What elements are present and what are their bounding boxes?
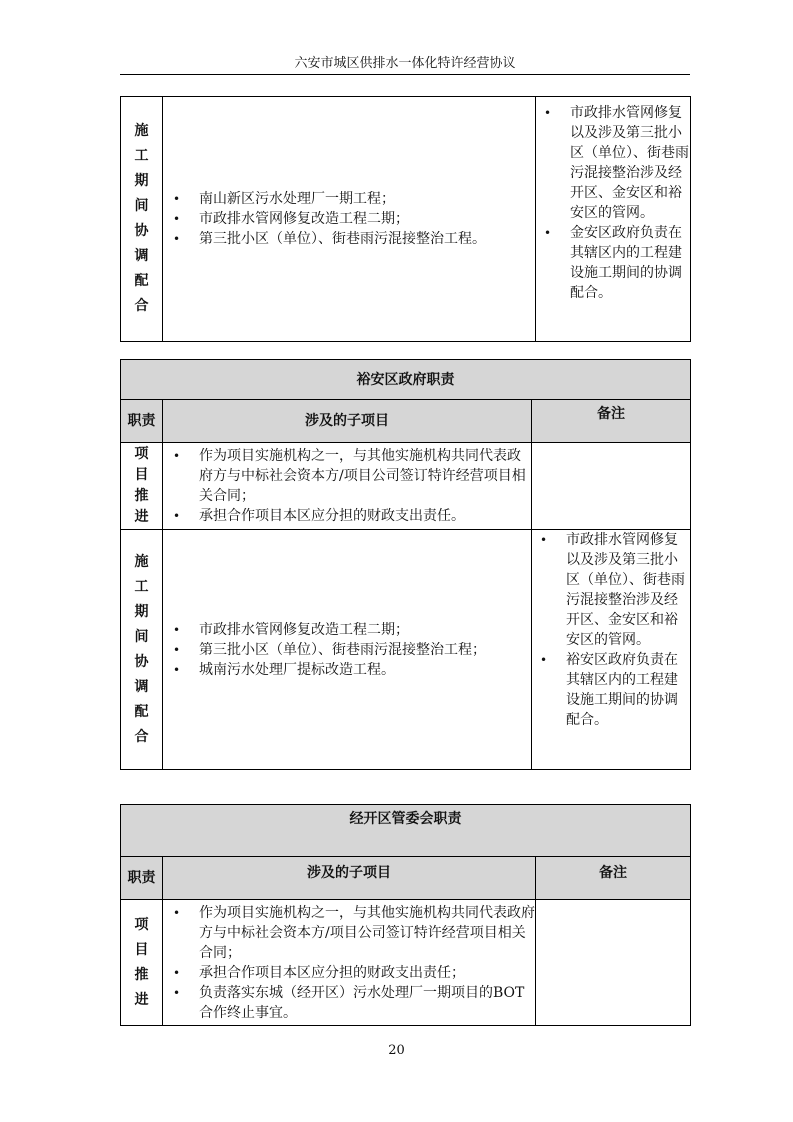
label-char: 调 [134,248,149,264]
list-item: • 南山新区污水处理厂一期工程； [163,189,535,209]
notes-cell [536,900,691,1026]
notes-cell [532,530,691,770]
list-item: • 作为项目实施机构之一，与其他实施机构共同代表政府方与中标社会资本方/项目公司签订特许经营项目相关合同； [163,446,531,506]
header-divider [120,74,690,75]
page-number: 20 [388,1043,405,1058]
column-header-notes: 备注 [536,857,691,900]
items-cell [163,530,532,770]
items-list [163,189,535,249]
label-char: 目 [134,941,149,958]
label-char: 施 [134,553,149,570]
economic-development-zone-table [120,804,691,1026]
label-char: 期 [134,173,149,189]
row-label-project-promotion [121,443,163,530]
label-char: 调 [134,678,149,695]
column-header-items: 涉及的子项目 [163,400,532,443]
items-cell [163,443,532,530]
items-list [163,620,531,680]
items-cell [163,900,536,1026]
list-item: • 第三批小区（单位）、街巷雨污混接整治工程； [163,640,531,660]
row-label-construction-coordination [121,97,163,342]
list-item: • 第三批小区（单位）、街巷雨污混接整治工程。 [163,229,535,249]
notes-cell [536,97,691,342]
row-label-project-promotion [121,900,163,1026]
column-header-role: 职责 [121,400,163,443]
label-char: 期 [134,603,149,620]
label-char: 配 [134,703,149,720]
label-char: 工 [134,148,149,164]
list-item: • 市政排水管网修复改造工程二期； [163,620,531,640]
list-item: • 市政排水管网修复改造工程二期； [163,209,535,229]
column-header-role: 职责 [121,857,163,900]
label-char: 推 [134,966,149,983]
row-label-construction-coordination [121,530,163,770]
column-header-items: 涉及的子项目 [163,857,536,900]
note-item: • 金安区政府负责在其辖区内的工程建设施工期间的协调配合。 [536,223,690,303]
list-item: • 作为项目实施机构之一，与其他实施机构共同代表政府方与中标社会资本方/项目公司签订特许经营项目相关合同； [163,903,535,963]
list-item: • 承担合作项目本区应分担的财政支出责任。 [163,506,531,526]
table-title: 经开区管委会职责 [121,805,691,857]
table-title: 裕安区政府职责 [121,360,691,400]
label-char: 项 [134,916,149,933]
jinan-continuation-table [120,96,691,342]
label-char: 间 [134,628,149,645]
label-char: 协 [134,653,149,670]
note-item: • 市政排水管网修复以及涉及第三批小区（单位）、街巷雨污混接整治涉及经开区、金安区和裕安区的管网。 [532,530,690,650]
label-char: 目 [134,467,149,483]
column-header-notes: 备注 [532,400,691,443]
label-char: 合 [134,728,149,745]
note-item: • 裕安区政府负责在其辖区内的工程建设施工期间的协调配合。 [532,650,690,730]
label-char: 施 [134,123,149,139]
label-char: 进 [134,509,149,525]
items-list [163,903,535,1023]
label-char: 进 [134,991,149,1008]
page-header: 六安市城区供排水一体化特许经营协议 [294,56,516,71]
label-char: 间 [134,198,149,214]
label-char: 合 [134,298,149,314]
notes-list [532,530,690,730]
yuan-district-table [120,359,691,770]
label-char: 推 [134,488,149,504]
list-item: • 城南污水处理厂提标改造工程。 [163,660,531,680]
label-char: 项 [134,446,149,462]
items-list [163,446,531,526]
label-char: 协 [134,223,149,239]
label-char: 配 [134,273,149,289]
notes-list [536,103,690,303]
notes-cell [532,443,691,530]
list-item: • 负责落实东城（经开区）污水处理厂一期项目的BOT合作终止事宜。 [163,983,535,1023]
items-cell [163,97,536,342]
list-item: • 承担合作项目本区应分担的财政支出责任； [163,963,535,983]
label-char: 工 [134,578,149,595]
note-item: • 市政排水管网修复以及涉及第三批小区（单位）、街巷雨污混接整治涉及经开区、金安区和裕安区的管网。 [536,103,690,223]
